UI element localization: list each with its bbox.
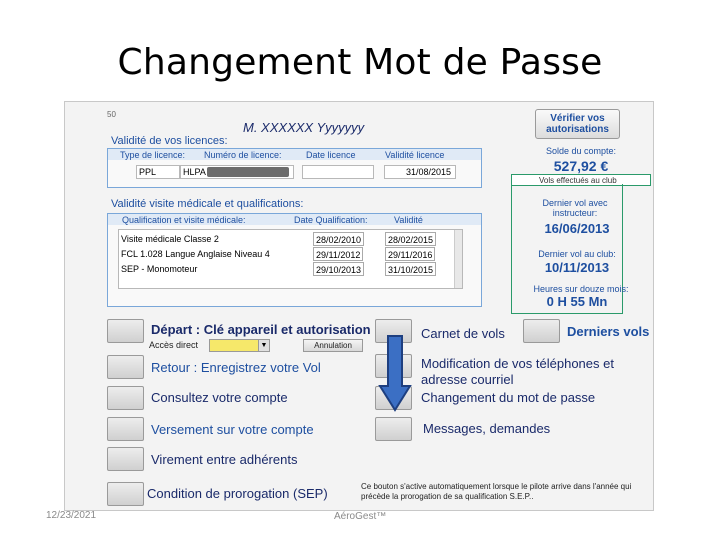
deposit-label: Versement sur votre compte xyxy=(151,422,314,437)
corner-number: 50 xyxy=(107,110,116,119)
header-qualification-date: Date Qualification: xyxy=(294,215,368,225)
messages-label: Messages, demandes xyxy=(423,421,551,436)
deposit-button[interactable] xyxy=(107,417,144,441)
masked-value xyxy=(207,167,289,177)
chevron-down-icon[interactable]: ▼ xyxy=(258,339,270,352)
qualifications-list[interactable]: Visite médicale Classe 2 28/02/2010 28/02/2015 FCL 1.028 Langue Anglaise Niveau 4 29/11/2012 29/11/2016 SEP - Monomoteur 29/10/2013 31/10/2015 xyxy=(118,229,463,289)
licence-type-field[interactable]: PPL xyxy=(136,165,180,179)
messages-button[interactable] xyxy=(375,417,412,441)
hours-label: Heures sur douze mois: xyxy=(533,284,629,294)
last-instructor-flight-value: 16/06/2013 xyxy=(544,221,610,236)
arrow-down-icon xyxy=(378,334,412,412)
depart-button[interactable] xyxy=(107,319,144,343)
medical-section-title: Validité visite médicale et qualifications: xyxy=(111,198,304,210)
balance-label: Solde du compte: xyxy=(545,146,617,156)
last-flights-button[interactable] xyxy=(523,319,560,343)
header-validity: Validité xyxy=(394,215,423,225)
footer-brand: AéroGest™ xyxy=(334,511,387,522)
prorogation-label: Condition de prorogation (SEP) xyxy=(147,486,328,501)
hours-value: 0 H 55 Mn xyxy=(546,294,608,309)
licences-panel xyxy=(107,148,482,188)
depart-label: Départ : Clé appareil et autorisation xyxy=(151,322,371,337)
list-scrollbar[interactable] xyxy=(454,230,462,288)
footer-date: 12/23/2021 xyxy=(46,510,97,521)
header-licence-number: Numéro de licence: xyxy=(204,150,282,160)
modify-phones-label: Modification de vos téléphones et adresse courriel xyxy=(421,356,614,387)
logbook-label: Carnet de vols xyxy=(421,326,505,341)
slide-title: Changement Mot de Passe xyxy=(117,42,603,83)
header-licence-type: Type de licence: xyxy=(120,150,186,160)
return-button[interactable] xyxy=(107,355,144,379)
last-flights-label: Derniers vols xyxy=(567,324,650,339)
user-name: M. XXXXXX Yyyyyyy xyxy=(243,120,365,135)
licence-validity-field[interactable]: 31/08/2015 xyxy=(384,165,456,179)
prorogation-button[interactable] xyxy=(107,482,144,506)
change-password-label: Changement du mot de passe xyxy=(421,390,596,405)
prorogation-footnote: Ce bouton s'active automatiquement lorsque le pilote arrive dans l'année qui précède la prorogation de sa qualification S.E.P.. xyxy=(361,482,632,501)
transfer-label: Virement entre adhérents xyxy=(151,452,298,467)
licences-section-title: Validité de vos licences: xyxy=(111,135,228,147)
return-label: Retour : Enregistrez votre Vol xyxy=(151,360,321,375)
header-licence-validity: Validité licence xyxy=(385,150,445,160)
cancel-button[interactable]: Annulation xyxy=(303,339,363,352)
verify-authorizations-button[interactable]: Vérifier vos autorisations xyxy=(535,109,620,139)
balance-value: 527,92 € xyxy=(553,158,609,174)
direct-access-label: Accès direct xyxy=(149,340,199,350)
account-label: Consultez votre compte xyxy=(151,390,288,405)
account-button[interactable] xyxy=(107,386,144,410)
last-club-flight-label: Dernier vol au club: xyxy=(538,249,616,259)
medical-panel xyxy=(107,213,482,307)
header-licence-date: Date licence xyxy=(306,150,356,160)
transfer-button[interactable] xyxy=(107,447,144,471)
app-screenshot xyxy=(64,101,654,511)
licence-number-field[interactable]: HLPA xyxy=(180,165,294,179)
last-instructor-flight-label: Dernier vol avec instructeur: xyxy=(542,198,608,218)
last-club-flight-value: 10/11/2013 xyxy=(544,260,610,275)
licence-date-field[interactable] xyxy=(302,165,374,179)
header-qualification: Qualification et visite médicale: xyxy=(122,215,246,225)
flights-strip-label: Vols effectués au club xyxy=(539,176,617,185)
